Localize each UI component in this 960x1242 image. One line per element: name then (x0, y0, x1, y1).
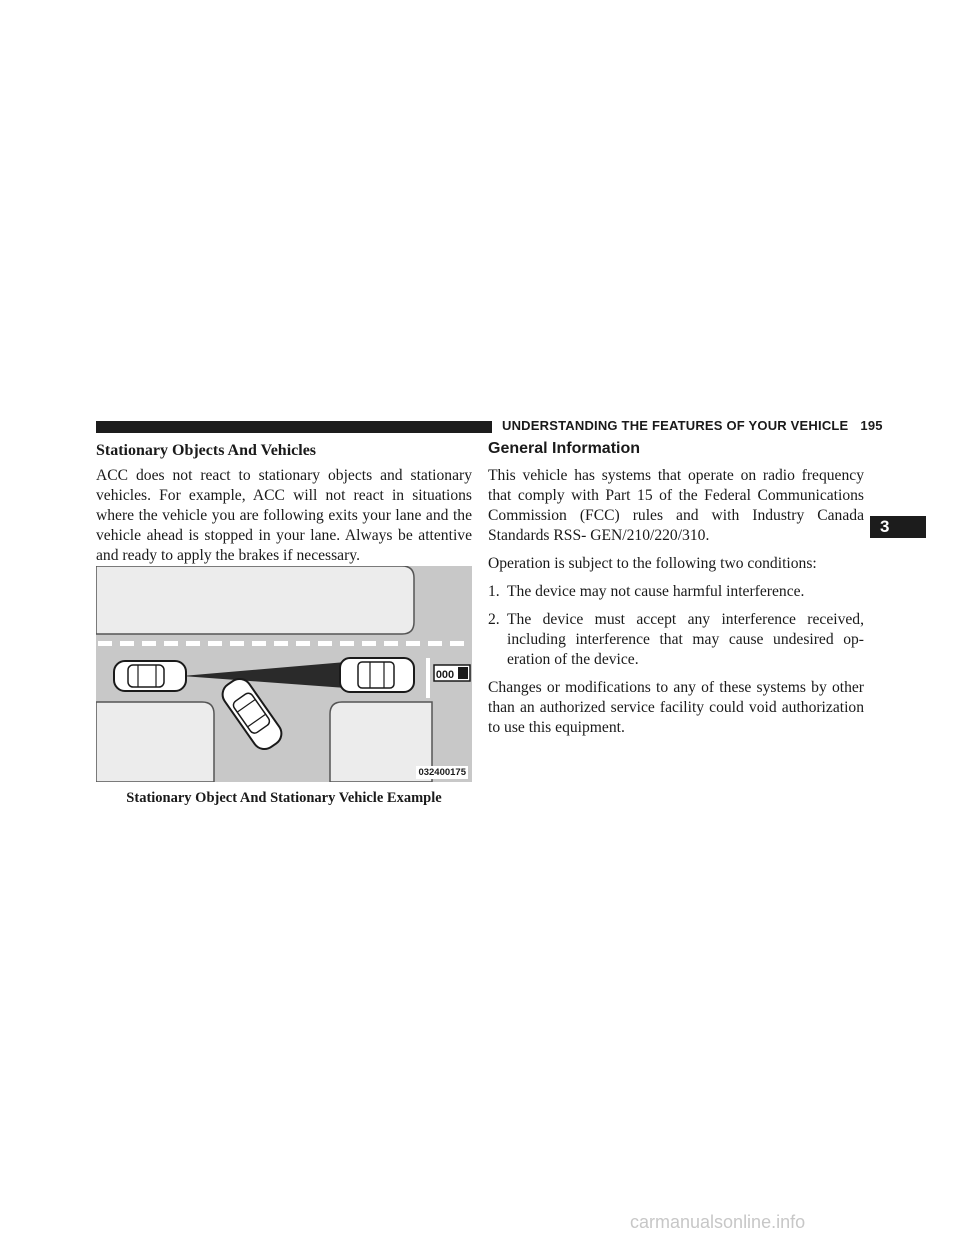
acc-illustration (96, 566, 472, 782)
figure-caption: Stationary Object And Stationary Vehicle Example (126, 790, 442, 806)
road-sign-text: 000 (435, 669, 455, 681)
section-heading-stationary: Stationary Objects And Vehicles (96, 442, 317, 459)
radar-beam (182, 662, 346, 688)
right-column (488, 440, 864, 746)
stationary-paragraph: ACC does not react to stationary objects and stationary vehicles. For example, ACC will not react in situations where the vehicle you are following exits your lane and the vehicle ahead is stopped in your lane. Always be attentive and ready to apply the brakes if necessary. (96, 467, 472, 564)
list-item (488, 610, 864, 670)
general-paragraph-1: This vehicle has systems that operate on radio frequency that comply with Part 15 of the Federal Communications Commission (FCC) rules and with Industry Canada Standards RSS- GEN/210/220/310. (488, 467, 864, 544)
watermark: carmanualsonline.info (630, 1212, 806, 1232)
header-section-title: UNDERSTANDING THE FEATURES OF YOUR VEHICLE (502, 418, 849, 433)
figure-id: 032400175 (418, 767, 466, 778)
list-item-text: The device must accept any interference received, including interference that may cause undesired op-eration of the device. (507, 611, 864, 668)
general-paragraph-3: Changes or modifications to any of these systems by other than an authorized service facility could void authorization to use this equipment. (488, 679, 864, 736)
turning-vehicle (218, 674, 286, 753)
header-bar (96, 421, 492, 433)
stationary-vehicle (340, 658, 414, 692)
host-vehicle (114, 661, 186, 691)
running-header (502, 418, 883, 433)
intersection-diagram (96, 566, 472, 782)
left-column (96, 442, 472, 574)
sidewalk-bottom-left (96, 702, 214, 782)
road-sign-block (458, 667, 468, 679)
list-item-number: 1. (488, 583, 500, 600)
section-heading-general: General Information (488, 440, 641, 457)
sidewalk-top (96, 566, 414, 634)
chapter-tab: 3 (870, 516, 926, 538)
page-number: 195 (860, 418, 883, 433)
list-item-number: 2. (488, 611, 500, 628)
list-item (488, 582, 864, 602)
general-paragraph-2: Operation is subject to the following two conditions: (488, 555, 817, 572)
list-item-text: The device may not cause harmful interference. (507, 583, 805, 600)
